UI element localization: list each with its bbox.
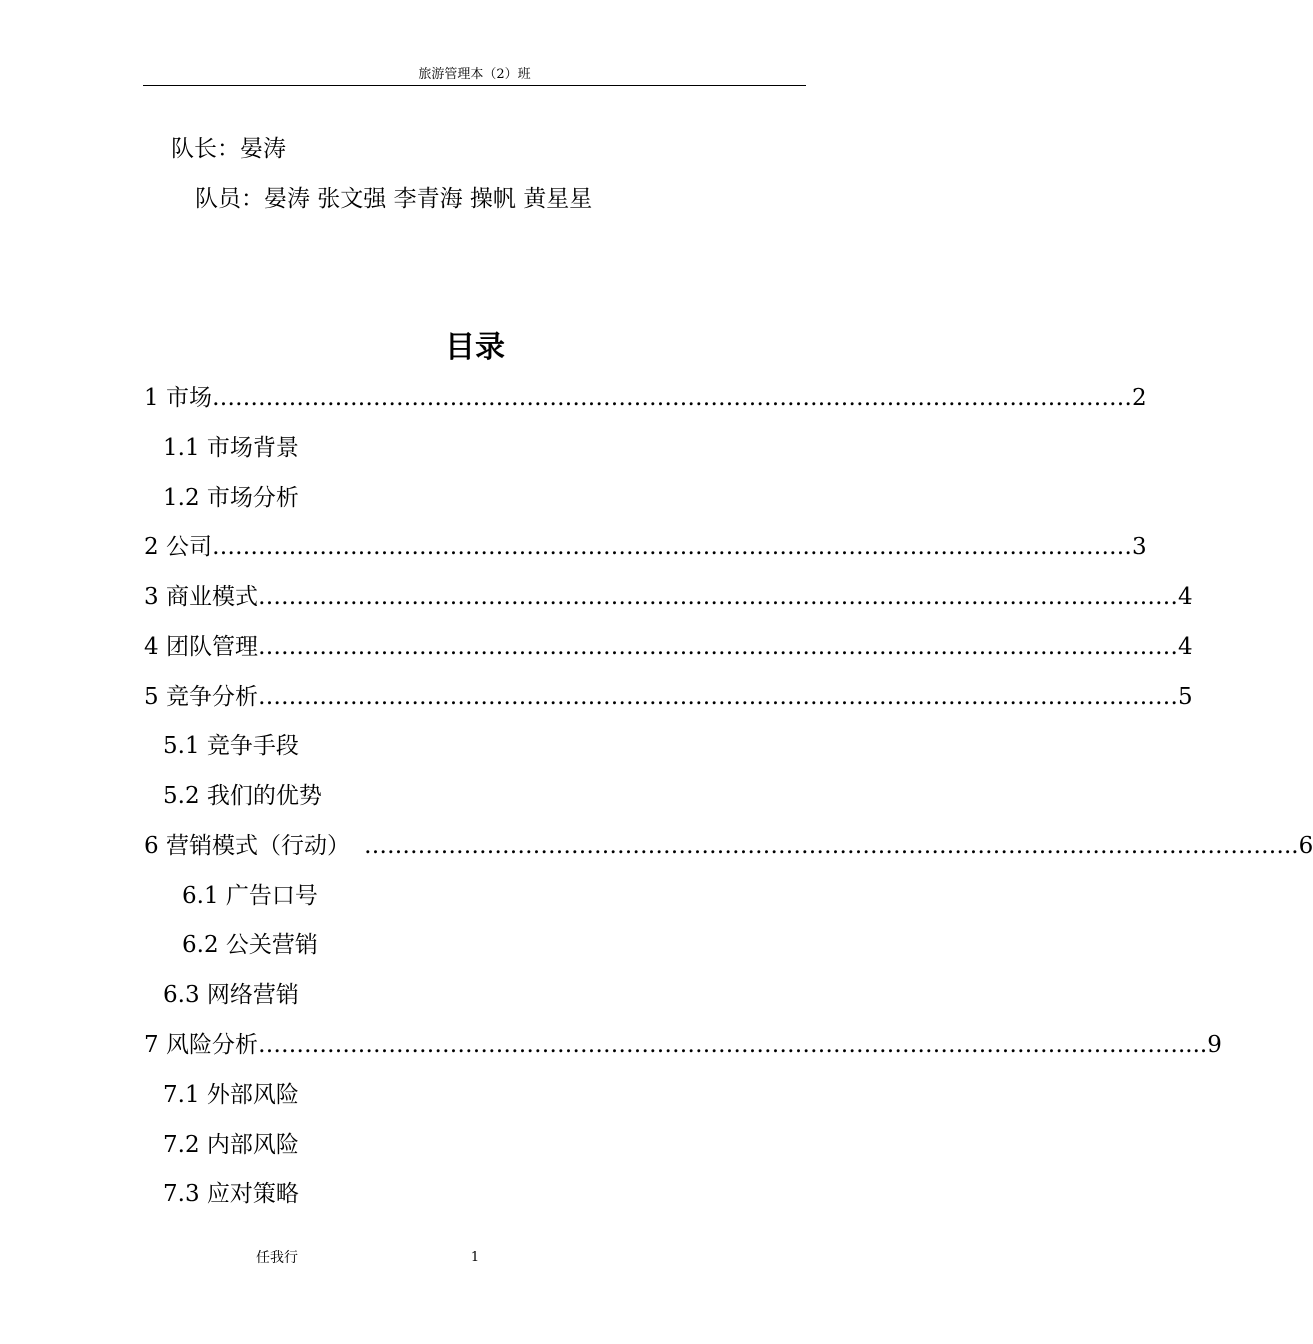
toc-entry-label: 1.1 市场背景 [163,435,299,461]
toc-entry-1-1[interactable] [163,433,299,463]
team-leader: 队长：晏涛 [171,136,286,162]
toc-entry-5-1[interactable] [163,731,299,761]
toc-entry-label: 6.1 广告口号 [182,883,318,909]
toc-entry-page: ..6 [1283,833,1313,859]
toc-entry-page: 5 [1177,684,1193,710]
toc-entry-label: 2 公司 [144,534,212,560]
toc-entry-page: 4 [1177,584,1193,610]
toc-entry-page: ....9 [1177,1032,1222,1058]
toc-entry-6[interactable] [144,831,1313,861]
toc-entry-label: 1.2 市场分析 [163,485,299,511]
toc-entry-4[interactable] [144,632,1193,662]
toc-entry-7-1[interactable] [163,1080,299,1110]
footer-author: 任我行 [256,1250,298,1266]
toc-entry-label: 6.3 网络营销 [163,982,299,1008]
toc-leader-dots: ………………………………………………………………………………………………………… [257,1032,1178,1058]
toc-entry-7-3[interactable] [163,1179,299,1209]
toc-entry-2[interactable] [144,532,1147,562]
toc-entry-label: 3 商业模式 [144,584,258,610]
toc-entry-7[interactable] [144,1030,1222,1060]
toc-entry-label: 7 风险分析 [144,1032,258,1058]
toc-leader-dots: ………………………………………………………………………………………………………… [211,385,1132,411]
toc-entry-1[interactable] [144,383,1147,413]
toc-entry-label: 7.3 应对策略 [163,1181,299,1207]
toc-title: 目录 [445,330,505,365]
toc-entry-label: 7.1 外部风险 [163,1082,299,1108]
toc-leader-dots: ………………………………………………………………………………………………………… [363,833,1284,859]
header-title: 旅游管理本（2）班 [418,67,531,82]
toc-entry-label: 6.2 公关营销 [182,932,318,958]
toc-entry-label: 1 市场 [144,385,212,411]
toc-entry-page: 4 [1177,634,1193,660]
toc-leader-dots: ………………………………………………………………………………………………………… [257,584,1178,610]
team-members: 队员：晏涛 张文强 李青海 操帆 黄星星 [195,186,593,212]
toc-entry-label: 7.2 内部风险 [163,1132,299,1158]
toc-entry-1-2[interactable] [163,483,299,513]
toc-entry-7-2[interactable] [163,1130,299,1160]
header-rule [143,85,806,86]
toc-entry-label: 4 团队管理 [144,634,258,660]
toc-entry-5-2[interactable] [163,781,322,811]
toc-entry-label: 5 竞争分析 [144,684,258,710]
toc-leader-dots: ………………………………………………………………………………………………………… [257,634,1178,660]
toc-entry-label: 6 营销模式（行动） [144,833,350,859]
toc-entry-6-3[interactable] [163,980,299,1010]
toc-entry-5[interactable] [144,682,1193,712]
toc-entry-label: 5.2 我们的优势 [163,783,322,809]
toc-entry-page: 3 [1131,534,1147,560]
toc-entry-6-1[interactable] [182,881,318,911]
toc-leader-dots: ………………………………………………………………………………………………………… [257,684,1178,710]
toc-entry-6-2[interactable] [182,930,318,960]
toc-entry-page: 2 [1131,385,1147,411]
toc-entry-3[interactable] [144,582,1193,612]
toc-entry-label: 5.1 竞争手段 [163,733,299,759]
toc-leader-dots: ………………………………………………………………………………………………………… [211,534,1132,560]
footer-page-number: 1 [470,1250,480,1265]
